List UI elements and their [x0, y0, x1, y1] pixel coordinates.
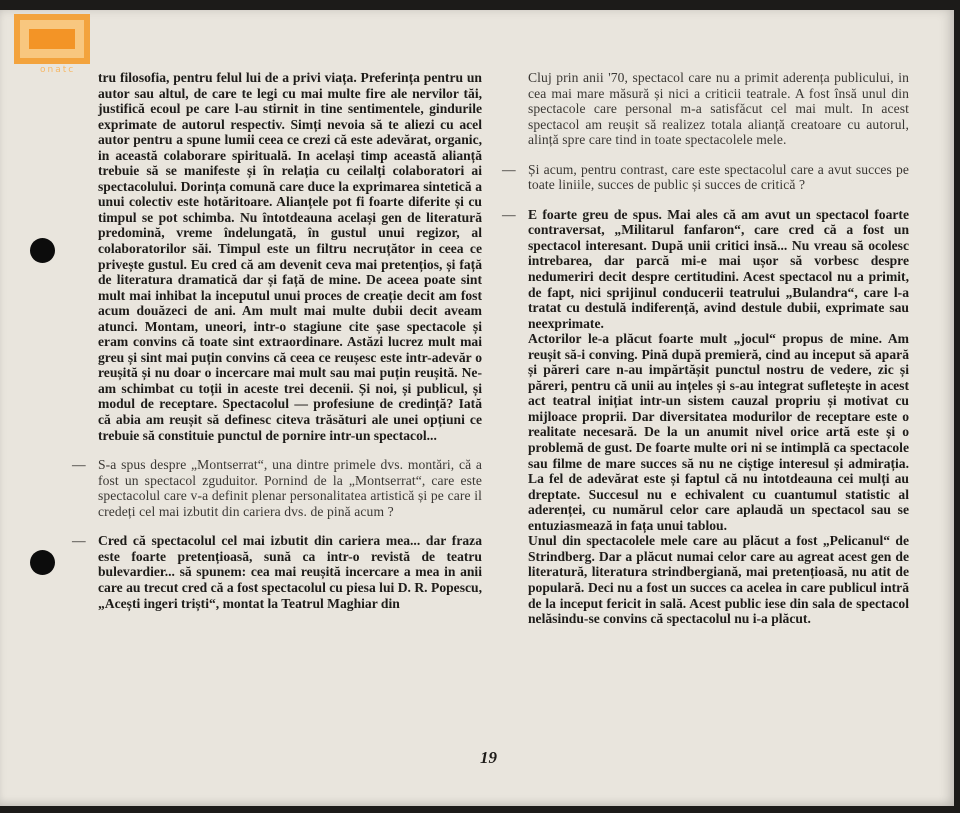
- logo-caption: onatc: [40, 65, 76, 75]
- answer-text: Cred că spectacolul cel mai izbutit din cariera mea... dar fraza este foarte pretențioasă, sună ca intr-o revistă de teatru bulevardier... să spunem: cea mai reușită incercare a mea in anii care au trecut cred că a fost spectacolul cu piesa lui D. R. Popescu, „Acești ingeri triști“, montat la Teatrul Maghiar din: [98, 533, 482, 611]
- continuation-text: Cluj prin anii '70, spectacol care nu a primit aderența publicului, in cea mai mare măsură și nici a criticii teatrale. A fost însă unul din spectacole care personal m-a satisfăcut cel mai mult. In acest spectacol am reușit să realizez totala alianță creatoare cu autorul, alință spre care tind in toate spectacolele mele.: [528, 70, 909, 148]
- binder-hole-bottom: [30, 550, 55, 575]
- answer-paragraph: [72, 533, 482, 611]
- continuation-paragraph: [528, 70, 909, 148]
- em-dash: —: [72, 457, 86, 473]
- question-text: S-a spus despre „Montserrat“, una dintre primele dvs. montări, că a fost un spectacol zguduitor. Pornind de la „Montserrat“, care este spectacolul care v-a definit plenar personalitatea artistică și pe care il credeți cel mai izbutit din cariera dvs. de pină acum ?: [98, 457, 482, 519]
- em-dash: —: [72, 533, 86, 549]
- logo-mark: [14, 14, 90, 64]
- page-number: 19: [480, 748, 497, 767]
- publisher-logo: [14, 14, 90, 76]
- question-paragraph: [502, 161, 909, 193]
- answer-text: tru filosofia, pentru felul lui de a privi viața. Preferința pentru un autor sau altul, de care te legi cu mai multe fire ale nervilor tăi, justifică ecoul pe care l-au stirnit in tine sentimentele, gindurile exprimate de autorul respectiv. Simți nevoia să te aliezi cu acel autor pentru a spune lumii ceea ce crezi că este adevărat, organic, in această colaborare spirituală. In același timp această alianță trebuie să se manifeste și în relația cu ceilalți colaboratori ai spectacolului. Dorința comună care duce la exprimarea sintetică a unui colectiv este hotăritoare. Alianțele pot fi foarte diferite și cu timpul se pot schimba. Nu întotdeauna același gen de literatură predomină, vreme îndelungată, în gustul unui regizor, al colaboratorilor săi. Timpul este un filtru necruțător in ceea ce privește gustul. Eu cred că am devenit ceva mai pretențios, și față de literatura dramatică dar și față de mine. De aceea poate sint mult mai inhibat la inceputul unui proces de creație decit am fost acum douăzeci de ani. Am mult mai multe dubii decit aveam atunci. Montam, uneori, intr-o stagiune cite șase spectacole și eram convins că toate sint extraordinare. Astăzi lucrez mult mai greu și sint mai puțin convins că ceea ce reușesc este intr-adevăr o reușită și nu doar o incercare mai mult sau mai puțin reușită. Ne-am schimbat cu toții in aceste trei decenii. Și noi, și publicul, și modul de receptare. Spectacolul — profesiune de credință? Iată că abia am reușit să definesc citeva trăsături ale unei opțiuni ce trebuie să constituie punctul de pornire intr-un spectacol...: [98, 70, 482, 443]
- em-dash: —: [502, 206, 516, 222]
- em-dash: —: [502, 161, 516, 177]
- book-page: [0, 10, 954, 806]
- binder-hole-top: [30, 238, 55, 263]
- answer-paragraph: [502, 206, 909, 627]
- answer-text-part3: Unul din spectacolele mele care au plăcut a fost „Pelicanul“ de Strindberg. Dar a plăcut numai celor care au agreat acest gen de literatură, literatura strindbergiană, mai pretențioasă, nu atit de populară. Deci nu a fost un succes ca acelea in care publicul intră de la inceput fericit in sală. Acest public iese din sala de spectacol nelăsindu-se convins că spectacolul nu i-a plăcut.: [528, 533, 909, 627]
- left-column: [72, 70, 482, 611]
- right-column: [502, 70, 909, 627]
- answer-text-part1: E foarte greu de spus. Mai ales că am avut un spectacol foarte contraversat, „Militarul fanfaron“, care cred că a fost un spectacol interesant. După unii critici insă... Nu vreau să ocolesc intrebarea, dar parcă mi-e mai ușor să vorbesc despre nedumeriri decit despre certitudini. Acest spectacol nu a primit, de fapt, nici sprijinul conducerii teatrului „Bulandra“, care l-a tratat cu destulă indiferență, avind destule dubii, exprimate sau neexprimate.: [528, 206, 909, 331]
- question-paragraph: [72, 457, 482, 519]
- question-text: Și acum, pentru contrast, care este spectacolul care a avut succes pe toate liniile, succes de public și succes de critică ?: [528, 161, 909, 193]
- answer-paragraph: [98, 70, 482, 443]
- answer-text-part2: Actorilor le-a plăcut foarte mult „jocul“ propus de mine. Am reușit să-i conving. Pină după premieră, cind au inceput să apară și păreri care n-au impărtășit punctul nostru de vedere, zic și păreri, pentru că unii au ințeles și s-au integrat sufletește in acest act teatral inițiat intr-un sistem cauzal propriu și motivat cu mijloace proprii. Dar diversitatea modurilor de receptare este o realitate necesară. De la un anumit nivel orice artă este și o problemă de gust. De foarte multe ori ni se intimplă ca spectacole sau filme de mare succes să nu ne ciștige interesul și admirația. La fel de adevărat este și faptul că nu intotdeauna cei mulți au dreptate. Succesul nu e echivalent cu cuantumul statistic al aderenței, cu numărul celor care aplaudă un spectacol sau se entuziasmează in fața unui tablou.: [528, 331, 909, 533]
